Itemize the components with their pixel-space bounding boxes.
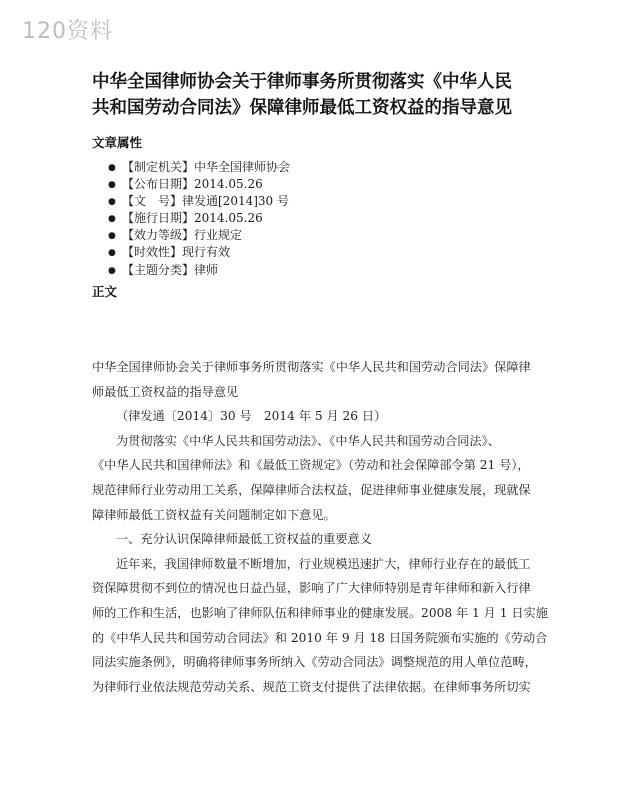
body-line: 规范律师行业劳动用工关系，保障律师合法权益，促进律师事业健康发展，现就保 xyxy=(92,482,531,497)
title-line: 共和国劳动合同法》保障律师最低工资权益的指导意见 xyxy=(92,98,512,118)
document-body xyxy=(92,355,548,699)
title-line: 中华全国律师协会关于律师事务所贯彻落实《中华人民 xyxy=(92,72,512,92)
body-line: 近年来，我国律师数量不断增加，行业规模迅速扩大，律师行业存在的最低工 xyxy=(116,556,531,571)
body-line: 为律师行业依法规范劳动关系、规范工资支付提供了法律依据。在律师事务所切实 xyxy=(92,679,531,694)
bullet-icon: ● xyxy=(108,197,116,208)
body-line: 《中华人民共和国律师法》和《最低工资规定》（劳动和社会保障部令第 21 号）， xyxy=(92,458,530,473)
body-line: 为贯彻落实《中华人民共和国劳动法》、《中华人民共和国劳动合同法》、 xyxy=(116,433,500,448)
attribute-item: ● 【文 号】律发通[2014]30 号 xyxy=(108,193,290,210)
bullet-icon: ● xyxy=(108,214,116,225)
body-line: 资保障贯彻不到位的情况也日益凸显，影响了广大律师特别是青年律师和新入行律 xyxy=(92,581,531,596)
bullet-icon: ● xyxy=(108,265,116,276)
body-line: 障律师最低工资权益有关问题制定如下意见。 xyxy=(92,507,336,522)
attribute-item: ● 【施行日期】2014.05.26 xyxy=(108,210,290,227)
body-line: 师最低工资权益的指导意见 xyxy=(92,384,239,399)
attribute-item: ● 【公布日期】2014.05.26 xyxy=(108,176,290,193)
attribute-item: ● 【制定机关】中华全国律师协会 xyxy=(108,159,290,176)
attributes-heading: 文章属性 xyxy=(92,135,143,150)
body-line: 同法实施条例》，明确将律师事务所纳入《劳动合同法》调整规范的用人单位范畴， xyxy=(92,655,537,670)
body-line: 的《中华人民共和国劳动合同法》和 2010 年 9 月 18 日国务院颁布实施的《劳动合 xyxy=(92,630,548,645)
attribute-item: ● 【时效性】现行有效 xyxy=(108,244,290,261)
bullet-icon: ● xyxy=(108,231,116,242)
body-line: 一、充分认识保障律师最低工资权益的重要意义 xyxy=(116,532,372,547)
watermark-logo: 120资料 xyxy=(22,19,113,44)
body-line: 师的工作和生活，也影响了律师队伍和律师事业的健康发展。2008 年 1 月 1 日实施 xyxy=(92,605,548,620)
body-line: 中华全国律师协会关于律师事务所贯彻落实《中华人民共和国劳动合同法》保障律 xyxy=(92,360,531,374)
body-heading: 正文 xyxy=(92,284,118,299)
attribute-item: ● 【主题分类】律师 xyxy=(108,262,290,279)
attribute-item: ● 【效力等级】行业规定 xyxy=(108,227,290,244)
bullet-icon: ● xyxy=(108,248,116,259)
bullet-icon: ● xyxy=(108,163,116,173)
bullet-icon: ● xyxy=(108,180,116,191)
attributes-list xyxy=(108,159,290,279)
body-line: （律发通〔2014〕30 号 2014 年 5 月 26 日） xyxy=(116,409,387,424)
document-title xyxy=(92,69,562,121)
